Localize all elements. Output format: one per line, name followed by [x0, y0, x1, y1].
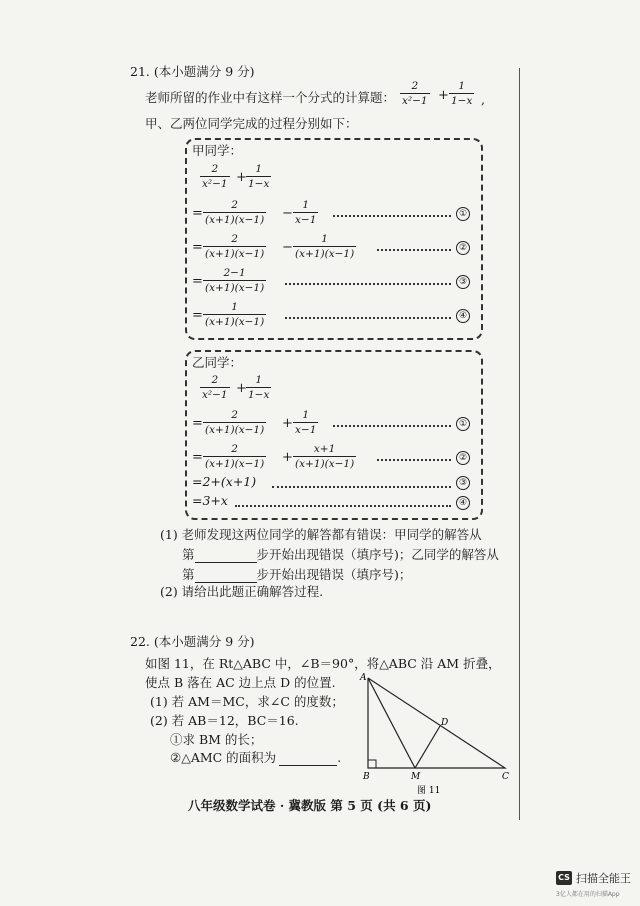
- segment-am: [368, 678, 415, 768]
- jia-step4-mark: ④: [456, 309, 470, 323]
- page-footer: 八年级数学试卷 · 冀教版 第 5 页 (共 6 页): [188, 798, 432, 813]
- camscanner-logo-icon: CS: [556, 871, 572, 885]
- q22-header: 22. (本小题满分 9 分): [130, 634, 255, 649]
- figure-caption: 图 11: [417, 786, 441, 796]
- segment-md: [415, 726, 440, 768]
- jia-step2-frac-a: 2 (x+1)(x−1): [205, 233, 265, 260]
- yi-step1-frac-a: 2 (x+1)(x−1): [205, 409, 265, 436]
- jia-expr-frac1: 2 x²−1: [202, 163, 228, 190]
- jia-step1-op: −: [282, 206, 293, 221]
- q21-part2: (2) 请给出此题正确解答过程.: [160, 584, 324, 599]
- jia-step2-op: −: [282, 240, 293, 255]
- watermark-tagline: 3亿人都在用的扫描App: [556, 891, 620, 898]
- jia-step2-leader: [377, 249, 451, 251]
- q21-part1-line1: (1) 老师发现这两位同学的解答都有错误：甲同学的解答从: [160, 527, 482, 542]
- jia-step3-leader: [285, 283, 451, 285]
- yi-step3-mark: ③: [456, 476, 470, 490]
- q22-part2a: ①求 BM 的长；: [170, 732, 263, 747]
- jia-step3-mark: ③: [456, 275, 470, 289]
- answer-blank-jia[interactable]: [195, 550, 257, 563]
- jia-label: 甲同学：: [192, 143, 243, 158]
- jia-expr-op: +: [236, 170, 247, 185]
- area-answer-blank[interactable]: [279, 753, 337, 766]
- jia-step3-eq: =: [192, 274, 203, 289]
- jia-step1-eq: =: [192, 206, 203, 221]
- yi-expr-frac1: 2 x²−1: [202, 374, 228, 401]
- q21-frac1: 2 x²−1: [402, 80, 428, 107]
- yi-step2-frac-a: 2 (x+1)(x−1): [205, 443, 265, 470]
- jia-step1-leader: [333, 215, 451, 217]
- q22-line1: 如图 11，在 Rt△ABC 中，∠B＝90°，将△ABC 沿 AM 折叠，: [145, 656, 501, 671]
- yi-step4-leader: [235, 505, 451, 507]
- scanner-watermark: [556, 870, 631, 886]
- jia-step4-leader: [285, 317, 451, 319]
- answer-blank-yi[interactable]: [195, 570, 257, 583]
- jia-expr-frac2: 1 1−x: [248, 163, 270, 190]
- q21-frac2: 1 1−x: [451, 80, 473, 107]
- column-divider: [519, 68, 520, 820]
- q22-line2: 使点 B 落在 AC 边上点 D 的位置.: [145, 675, 336, 690]
- watermark-name: 扫描全能王: [576, 872, 631, 885]
- q21-comma: ,: [481, 92, 485, 107]
- yi-step3-text: =2+(x+1): [192, 474, 257, 489]
- yi-step3-leader: [272, 486, 451, 488]
- yi-step1-op: +: [282, 416, 293, 431]
- q22-part2b: ②△AMC 的面积为 .: [170, 750, 342, 765]
- jia-step2-eq: =: [192, 240, 203, 255]
- yi-step2-eq: =: [192, 450, 203, 465]
- jia-step4-frac: 1 (x+1)(x−1): [205, 301, 265, 328]
- triangle-abc: [368, 678, 505, 768]
- yi-step1-leader: [333, 425, 451, 427]
- yi-step4-text: =3+x: [192, 493, 228, 508]
- q21-intro2: 甲、乙两位同学完成的过程分别如下：: [145, 116, 358, 131]
- yi-label: 乙同学：: [192, 355, 243, 370]
- jia-step1-frac-a: 2 (x+1)(x−1): [205, 199, 265, 226]
- yi-step1-frac-b: 1 x−1: [295, 409, 317, 436]
- label-d: D: [441, 718, 449, 728]
- jia-step1-frac-b: 1 x−1: [295, 199, 317, 226]
- right-angle-mark: [368, 760, 376, 768]
- yi-expr-frac2: 1 1−x: [248, 374, 270, 401]
- yi-expr-op: +: [236, 381, 247, 396]
- label-b: B: [363, 772, 370, 782]
- q21-part1-line3: 第 步开始出现错误（填序号)；: [182, 567, 412, 582]
- yi-step2-frac-b: x+1 (x+1)(x−1): [295, 443, 355, 470]
- q21-op: +: [438, 88, 449, 103]
- jia-step3-frac: 2−1 (x+1)(x−1): [205, 267, 265, 294]
- jia-step4-eq: =: [192, 308, 203, 323]
- jia-step1-mark: ①: [456, 207, 470, 221]
- yi-step2-leader: [377, 459, 451, 461]
- q21-header: 21. (本小题满分 9 分): [130, 64, 255, 79]
- jia-step2-frac-b: 1 (x+1)(x−1): [295, 233, 355, 260]
- q22-part2: (2) 若 AB＝12，BC＝16.: [150, 713, 299, 728]
- figure-11: [355, 668, 515, 803]
- label-c: C: [502, 772, 509, 782]
- yi-step2-op: +: [282, 450, 293, 465]
- q22-part1: (1) 若 AM＝MC，求∠C 的度数；: [150, 694, 344, 709]
- label-m: M: [411, 772, 421, 782]
- label-a: A: [360, 673, 367, 683]
- yi-step1-eq: =: [192, 416, 203, 431]
- q21-intro: 老师所留的作业中有这样一个分式的计算题：: [145, 90, 396, 105]
- jia-step2-mark: ②: [456, 241, 470, 255]
- yi-step4-mark: ④: [456, 496, 470, 510]
- yi-step2-mark: ②: [456, 451, 470, 465]
- q21-part1-line2: 第 步开始出现错误（填序号)；乙同学的解答从: [182, 547, 499, 562]
- yi-step1-mark: ①: [456, 417, 470, 431]
